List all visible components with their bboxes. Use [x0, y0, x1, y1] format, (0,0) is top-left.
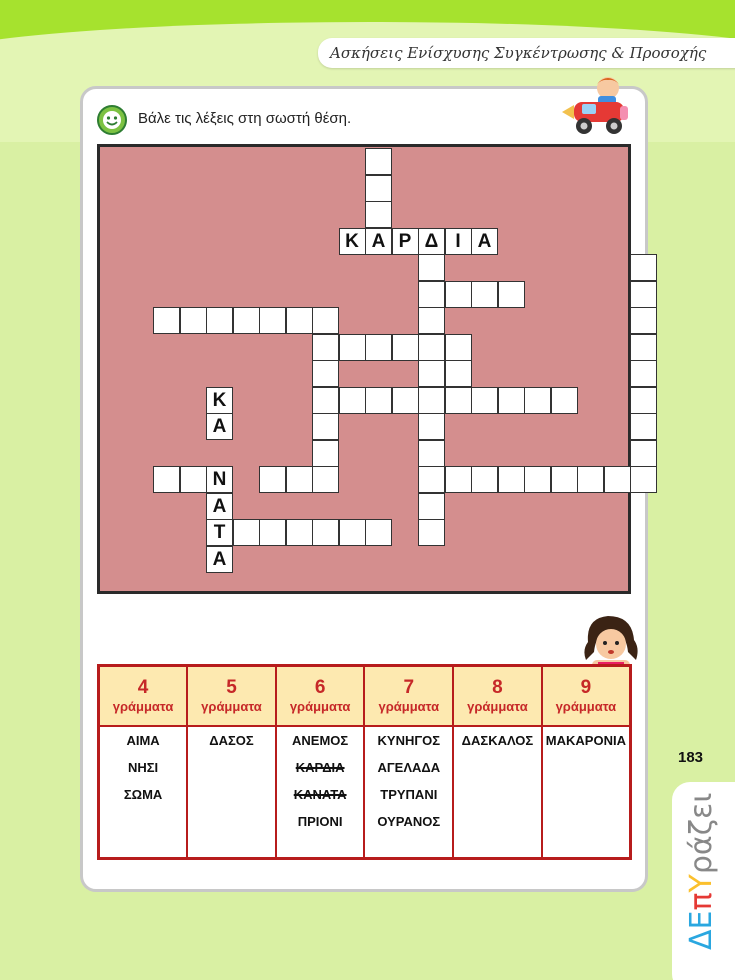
crossword-cell[interactable]	[418, 493, 445, 520]
crossword-cell[interactable]	[286, 519, 313, 546]
brand-part-4: ράζει	[684, 792, 719, 875]
crossword-cell[interactable]	[418, 307, 445, 334]
word-table-header-row	[99, 666, 631, 726]
crossword-cell[interactable]	[259, 519, 286, 546]
crossword-cell[interactable]	[471, 281, 498, 308]
crossword-cell[interactable]	[418, 519, 445, 546]
word-item: ΝΗΣΙ	[127, 759, 159, 775]
crossword-cell[interactable]	[418, 413, 445, 440]
crossword-cell[interactable]	[392, 387, 419, 414]
crossword-letter-cell[interactable]: Α	[365, 228, 392, 255]
letter-unit: γράμματα	[378, 698, 440, 714]
crossword-cell[interactable]	[312, 307, 339, 334]
car-boy-icon	[560, 72, 632, 138]
crossword-cell[interactable]	[180, 307, 207, 334]
crossword-letter-cell[interactable]: Α	[471, 228, 498, 255]
crossword-cell[interactable]	[365, 175, 392, 202]
word-item: ΠΡΙΟΝΙ	[297, 813, 343, 829]
crossword-cell[interactable]	[630, 413, 657, 440]
crossword-letter-cell[interactable]: Α	[206, 413, 233, 440]
crossword-cell[interactable]	[551, 466, 578, 493]
crossword-cell[interactable]	[286, 466, 313, 493]
brand-logo	[680, 780, 724, 950]
crossword-cell[interactable]	[418, 387, 445, 414]
crossword-cell[interactable]	[524, 466, 551, 493]
word-item: ΣΩΜΑ	[123, 786, 163, 802]
col-header-8	[453, 666, 542, 726]
word-item: ΤΡΥΠΑΝΙ	[380, 786, 438, 802]
crossword-cell[interactable]	[418, 360, 445, 387]
crossword-letter-cell[interactable]: Δ	[418, 228, 445, 255]
crossword-cell[interactable]	[153, 466, 180, 493]
crossword-cell[interactable]	[418, 281, 445, 308]
letter-count: 7	[403, 676, 415, 698]
col-header-9	[542, 666, 631, 726]
crossword-cell[interactable]	[630, 466, 657, 493]
crossword-cell[interactable]	[286, 307, 313, 334]
crossword-cell[interactable]	[153, 307, 180, 334]
crossword-letter-cell[interactable]: Α	[206, 493, 233, 520]
crossword-cell[interactable]	[524, 387, 551, 414]
crossword-cell[interactable]	[498, 387, 525, 414]
crossword-cell[interactable]	[630, 281, 657, 308]
crossword-cell[interactable]	[445, 387, 472, 414]
girl-icon	[578, 612, 644, 672]
page-number: 183	[678, 749, 704, 766]
crossword-cell[interactable]	[259, 466, 286, 493]
letter-count: 4	[137, 676, 149, 698]
word-item: ΑΝΕΜΟΣ	[292, 732, 349, 748]
crossword-cell[interactable]	[365, 334, 392, 361]
word-item: ΜΑΚΑΡΟΝΙΑ	[545, 732, 626, 748]
letter-unit: γράμματα	[201, 698, 262, 714]
crossword-cell[interactable]	[339, 519, 366, 546]
crossword-cell[interactable]	[577, 466, 604, 493]
crossword-cell[interactable]	[206, 307, 233, 334]
crossword-cell[interactable]	[445, 334, 472, 361]
letter-count: 8	[492, 676, 503, 698]
word-item: ΚΥΝΗΓΟΣ	[377, 732, 441, 748]
crossword-cell[interactable]	[233, 519, 260, 546]
crossword-cell[interactable]	[365, 387, 392, 414]
crossword-cell[interactable]	[604, 466, 631, 493]
letter-unit: γράμματα	[289, 698, 351, 714]
crossword-cell[interactable]	[498, 466, 525, 493]
word-column-5	[187, 726, 276, 859]
crossword-letter-cell[interactable]: Α	[206, 546, 233, 573]
letter-unit: γράμματα	[555, 698, 617, 714]
crossword-cell[interactable]	[471, 466, 498, 493]
crossword-cell[interactable]	[312, 440, 339, 467]
crossword-cell[interactable]	[498, 281, 525, 308]
crossword-cell[interactable]	[418, 440, 445, 467]
crossword-cell[interactable]	[445, 360, 472, 387]
crossword-letter-cell[interactable]: Τ	[206, 519, 233, 546]
word-table-body-row	[99, 726, 631, 859]
word-item: ΑΓΕΛΑΔΑ	[377, 759, 441, 775]
crossword-cell[interactable]	[365, 201, 392, 228]
header-title: Ασκήσεις Ενίσχυσης Συγκέντρωσης & Προσοχής	[330, 44, 707, 62]
crossword-cell[interactable]	[630, 440, 657, 467]
word-column-9	[542, 726, 631, 859]
col-header-6	[276, 666, 365, 726]
crossword-cell[interactable]	[339, 387, 366, 414]
crossword-cell[interactable]	[418, 254, 445, 281]
brand-part-2: π	[684, 892, 719, 911]
crossword-cell[interactable]	[418, 334, 445, 361]
letter-unit: γράμματα	[467, 698, 528, 714]
crossword-cell[interactable]	[233, 307, 260, 334]
crossword-cell[interactable]	[312, 519, 339, 546]
word-column-8	[453, 726, 542, 859]
crossword-cell[interactable]	[551, 387, 578, 414]
word-column-7	[364, 726, 453, 859]
letter-count: 6	[314, 676, 326, 698]
crossword-letter-cell[interactable]: Ρ	[392, 228, 419, 255]
crossword-cell[interactable]	[365, 519, 392, 546]
crossword-letter-cell[interactable]: Ν	[206, 466, 233, 493]
instruction: Βάλε τις λέξεις στη σωστή θέση.	[138, 110, 352, 127]
word-column-4	[99, 726, 188, 859]
crossword-letter-cell[interactable]: Κ	[339, 228, 366, 255]
word-item: ΟΥΡΑΝΟΣ	[377, 813, 441, 829]
crossword-cell[interactable]	[312, 334, 339, 361]
letter-unit: γράμματα	[112, 698, 174, 714]
crossword-cell[interactable]	[630, 360, 657, 387]
col-header-5	[187, 666, 276, 726]
word-item: ΑΙΜΑ	[126, 732, 160, 748]
crossword-cell[interactable]	[471, 387, 498, 414]
crossword-cell[interactable]	[312, 413, 339, 440]
word-table	[97, 664, 632, 860]
crossword-cell[interactable]	[630, 387, 657, 414]
crossword-letter-cell[interactable]: Ι	[445, 228, 472, 255]
letter-count: 5	[226, 676, 237, 698]
smiley-icon	[96, 104, 128, 136]
brand-part-1: ΔΕ	[684, 910, 719, 950]
brand-part-3: Υ	[684, 874, 719, 893]
crossword-grid	[97, 144, 631, 594]
word-item-used: ΚΑΝΑΤΑ	[293, 786, 347, 802]
word-item: ΔΑΣΚΑΛΟΣ	[461, 732, 534, 748]
crossword-cell[interactable]	[339, 334, 366, 361]
crossword-cell[interactable]	[259, 307, 286, 334]
word-column-6	[276, 726, 365, 859]
col-header-4	[99, 666, 188, 726]
crossword-cell[interactable]	[392, 334, 419, 361]
crossword-cell[interactable]	[445, 466, 472, 493]
crossword-cell[interactable]	[312, 360, 339, 387]
crossword-cell[interactable]	[445, 281, 472, 308]
word-item-used: ΚΑΡΔΙΑ	[295, 759, 345, 775]
crossword-cell[interactable]	[630, 334, 657, 361]
crossword-cell[interactable]	[180, 466, 207, 493]
col-header-7	[364, 666, 453, 726]
crossword-letter-cell[interactable]: Κ	[206, 387, 233, 414]
crossword-cell[interactable]	[365, 148, 392, 175]
crossword-cell[interactable]	[312, 387, 339, 414]
crossword-cell[interactable]	[312, 466, 339, 493]
crossword-cell[interactable]	[418, 466, 445, 493]
crossword-cell[interactable]	[630, 307, 657, 334]
word-item: ΔΑΣΟΣ	[209, 732, 254, 748]
letter-count: 9	[580, 676, 592, 698]
crossword-cell[interactable]	[630, 254, 657, 281]
